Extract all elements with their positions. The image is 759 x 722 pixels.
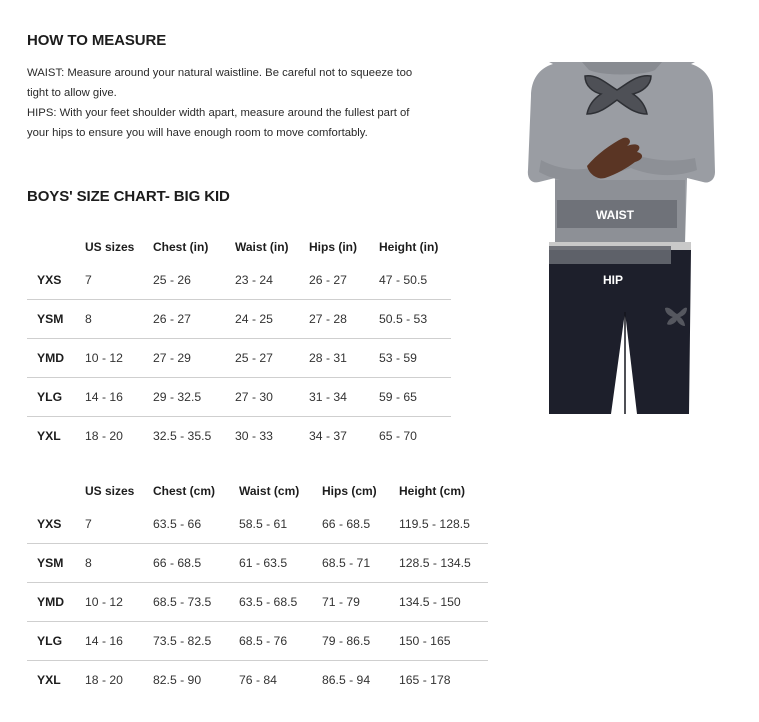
- hips-cell: 27 - 28: [309, 312, 347, 326]
- header-us-sizes: US sizes: [85, 484, 135, 498]
- hips-cell: 34 - 37: [309, 429, 347, 443]
- size-code-cell: YXL: [37, 429, 61, 443]
- hips-cell: 66 - 68.5: [322, 517, 371, 531]
- table-row: [27, 417, 451, 456]
- hip-label: HIP: [602, 273, 624, 287]
- us-size-cell: 7: [85, 517, 92, 531]
- table-row: [27, 300, 451, 339]
- table-row: [27, 661, 488, 700]
- waist-cell: 24 - 25: [235, 312, 273, 326]
- size-code-cell: YXL: [37, 673, 61, 687]
- height-cell: 165 - 178: [399, 673, 451, 687]
- header-size-code: [27, 477, 85, 505]
- waist-cell: 63.5 - 68.5: [239, 595, 298, 609]
- header-waist: Waist (cm): [239, 484, 300, 498]
- table-row: [27, 261, 451, 300]
- size-code-cell: YXS: [37, 273, 62, 287]
- table-row: [27, 583, 488, 622]
- measurement-model-illustration: [527, 62, 717, 414]
- waist-cell: 58.5 - 61: [239, 517, 288, 531]
- waist-cell: 68.5 - 76: [239, 634, 288, 648]
- table-header-row: [27, 233, 451, 261]
- waist-cell: 76 - 84: [239, 673, 277, 687]
- how-to-measure-title: HOW TO MEASURE: [27, 32, 167, 49]
- waist-cell: 23 - 24: [235, 273, 273, 287]
- header-height: Height (cm): [399, 484, 465, 498]
- size-code-cell: YSM: [37, 556, 64, 570]
- header-us-sizes: US sizes: [85, 240, 135, 254]
- hip-band: [549, 246, 671, 264]
- height-cell: 47 - 50.5: [379, 273, 428, 287]
- chest-cell: 29 - 32.5: [153, 390, 202, 404]
- chest-cell: 63.5 - 66: [153, 517, 202, 531]
- chest-cell: 27 - 29: [153, 351, 191, 365]
- height-cell: 50.5 - 53: [379, 312, 428, 326]
- header-size-code: [27, 233, 85, 261]
- hips-cell: 79 - 86.5: [322, 634, 371, 648]
- header-chest: Chest (in): [153, 240, 209, 254]
- us-size-cell: 8: [85, 556, 92, 570]
- height-cell: 65 - 70: [379, 429, 417, 443]
- height-cell: 59 - 65: [379, 390, 417, 404]
- chest-cell: 68.5 - 73.5: [153, 595, 212, 609]
- hips-cell: 68.5 - 71: [322, 556, 371, 570]
- size-chart-title: BOYS' SIZE CHART- BIG KID: [27, 188, 230, 205]
- table-row: [27, 505, 488, 544]
- height-cell: 150 - 165: [399, 634, 451, 648]
- waist-instruction: WAIST: Measure around your natural waistline. Be careful not to squeeze too tight to allow give.: [27, 67, 413, 99]
- us-size-cell: 8: [85, 312, 92, 326]
- us-size-cell: 7: [85, 273, 92, 287]
- us-size-cell: 10 - 12: [85, 351, 123, 365]
- waist-cell: 27 - 30: [235, 390, 273, 404]
- height-cell: 53 - 59: [379, 351, 417, 365]
- hips-instruction: HIPS: With your feet shoulder width apart, measure around the fullest part of your hips to ensure you will have enough room to move comfortably.: [27, 107, 410, 139]
- waist-cell: 25 - 27: [235, 351, 273, 365]
- chest-cell: 26 - 27: [153, 312, 191, 326]
- size-code-cell: YLG: [37, 390, 63, 404]
- us-size-cell: 18 - 20: [85, 429, 123, 443]
- us-size-cell: 10 - 12: [85, 595, 123, 609]
- hips-cell: 86.5 - 94: [322, 673, 371, 687]
- table-header-row: [27, 477, 488, 505]
- header-height: Height (in): [379, 240, 439, 254]
- hips-cell: 71 - 79: [322, 595, 360, 609]
- hips-cell: 26 - 27: [309, 273, 347, 287]
- table-row: [27, 378, 451, 417]
- waist-cell: 61 - 63.5: [239, 556, 288, 570]
- size-code-cell: YLG: [37, 634, 63, 648]
- us-size-cell: 18 - 20: [85, 673, 123, 687]
- height-cell: 134.5 - 150: [399, 595, 461, 609]
- size-code-cell: YSM: [37, 312, 64, 326]
- height-cell: 119.5 - 128.5: [399, 517, 470, 531]
- chest-cell: 32.5 - 35.5: [153, 429, 212, 443]
- header-hips: Hips (in): [309, 240, 357, 254]
- header-chest: Chest (cm): [153, 484, 216, 498]
- chest-cell: 25 - 26: [153, 273, 191, 287]
- hips-cell: 28 - 31: [309, 351, 347, 365]
- us-size-cell: 14 - 16: [85, 634, 123, 648]
- size-code-cell: YMD: [37, 351, 65, 365]
- table-row: [27, 339, 451, 378]
- size-code-cell: YXS: [37, 517, 62, 531]
- size-table-inches: [27, 233, 451, 455]
- chest-cell: 82.5 - 90: [153, 673, 202, 687]
- table-row: [27, 544, 488, 583]
- measure-instructions: [27, 63, 417, 143]
- height-cell: 128.5 - 134.5: [399, 556, 471, 570]
- hips-cell: 31 - 34: [309, 390, 347, 404]
- chest-cell: 66 - 68.5: [153, 556, 202, 570]
- us-size-cell: 14 - 16: [85, 390, 123, 404]
- chest-cell: 73.5 - 82.5: [153, 634, 212, 648]
- header-hips: Hips (cm): [322, 484, 377, 498]
- waist-cell: 30 - 33: [235, 429, 273, 443]
- waist-label: WAIST: [596, 208, 634, 222]
- table-row: [27, 622, 488, 661]
- size-table-cm: [27, 477, 488, 699]
- header-waist: Waist (in): [235, 240, 289, 254]
- size-code-cell: YMD: [37, 595, 65, 609]
